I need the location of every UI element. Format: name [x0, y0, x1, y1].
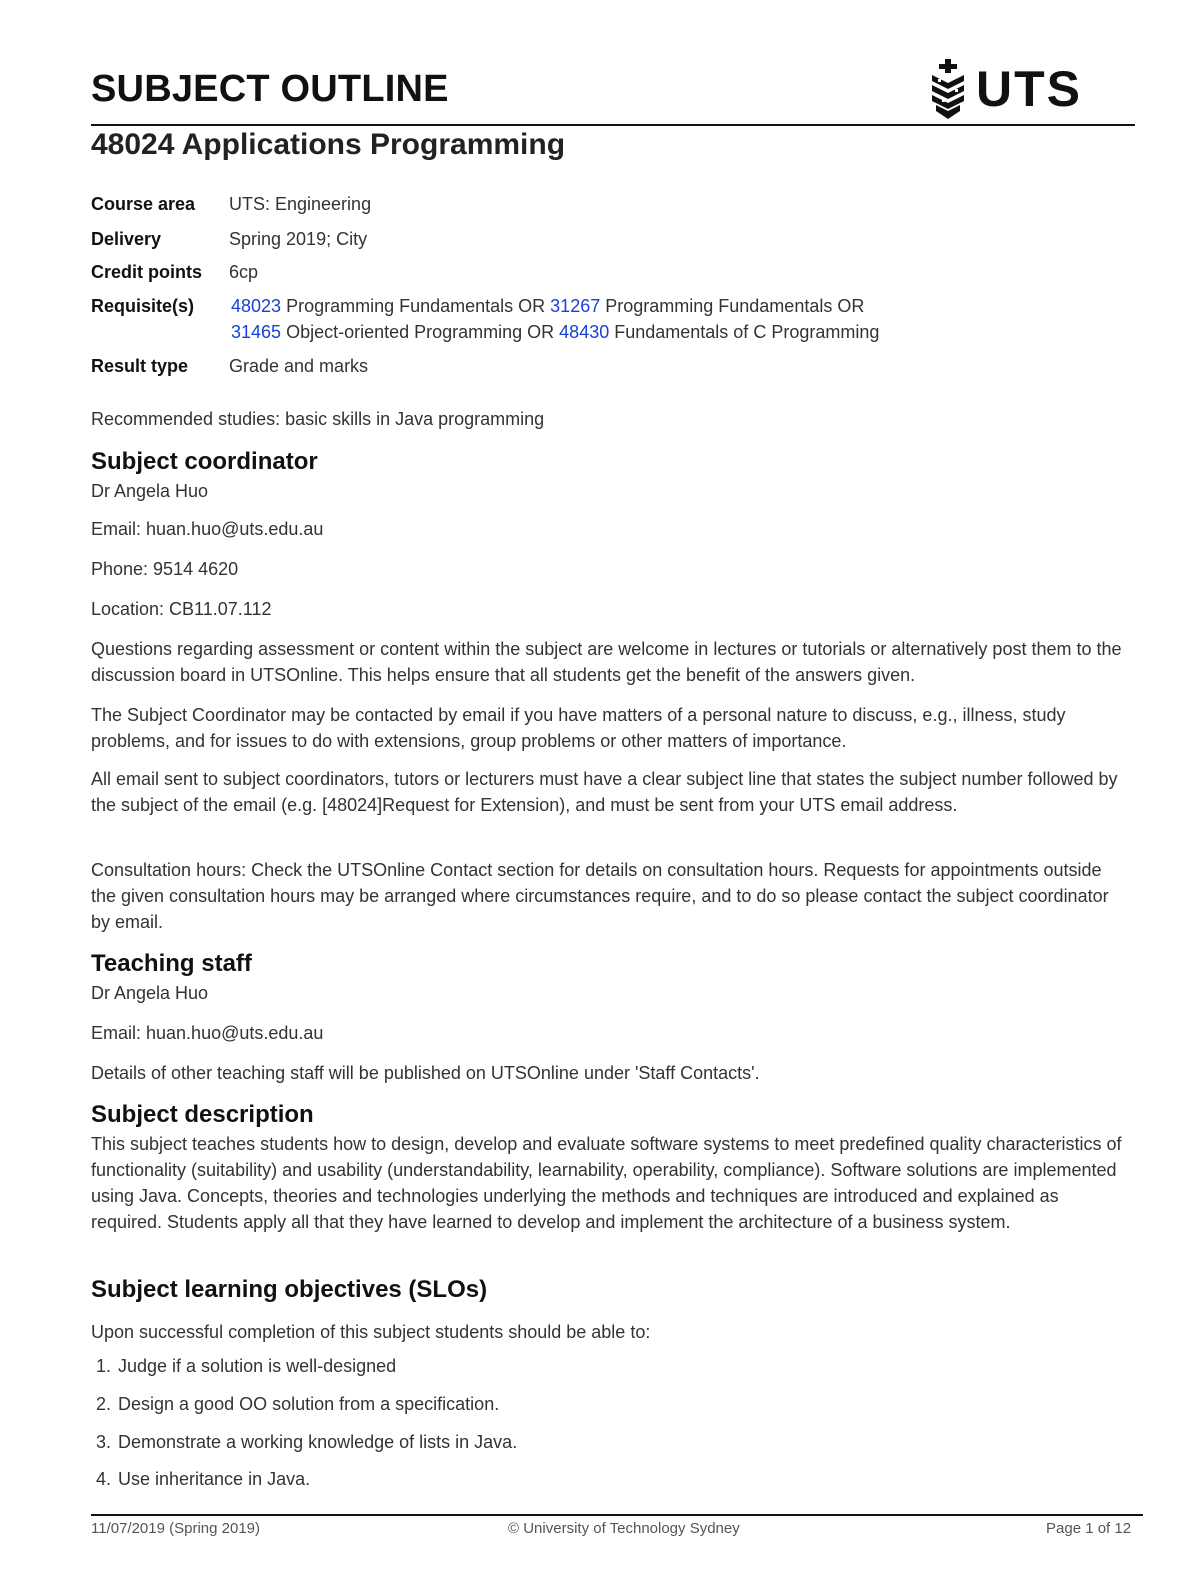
requisite-link[interactable]: 48430: [559, 322, 610, 342]
footer-date: 11/07/2019 (Spring 2019): [91, 1520, 261, 1537]
slo-text: Design a good OO solution from a specification.: [118, 1394, 500, 1414]
slo-number: 1.: [96, 1356, 112, 1376]
teaching-staff-heading: Teaching staff: [91, 950, 252, 977]
description-heading: Subject description: [91, 1101, 314, 1128]
delivery-label: Delivery: [91, 229, 162, 249]
requisites-label: Requisite(s): [91, 296, 195, 316]
slo-number: 4.: [96, 1469, 112, 1489]
slo-item: [96, 1469, 310, 1490]
slo-text: Use inheritance in Java.: [118, 1469, 311, 1489]
course-area-value: UTS: Engineering: [229, 194, 372, 214]
requisite-name: Programming Fundamentals OR: [600, 296, 865, 316]
uts-logo-text: UTS: [976, 61, 1082, 117]
requisite-link[interactable]: 48023: [231, 296, 282, 316]
coordinator-phone: Phone: 9514 4620: [91, 559, 239, 579]
requisites-line-1: [231, 296, 864, 317]
coordinator-location: Location: CB11.07.112: [91, 599, 272, 619]
slo-number: 3.: [96, 1432, 112, 1452]
requisite-name: Fundamentals of C Programming: [609, 322, 880, 342]
delivery-value: Spring 2019; City: [229, 229, 368, 249]
slo-intro: Upon successful completion of this subject students should be able to:: [91, 1322, 651, 1342]
requisite-name: Object-oriented Programming OR: [281, 322, 560, 342]
coordinator-paragraph: All email sent to subject coordinators, tutors or lecturers must have a clear subject line that states the subject number followed by the subject of the email (e.g. [48024]Request for Extension), and must be sent from your UTS email address.: [91, 769, 1118, 815]
footer-page-number: Page 1 of 12: [1046, 1520, 1132, 1537]
teaching-staff-details: Details of other teaching staff will be published on UTSOnline under 'Staff Contacts'.: [91, 1063, 760, 1083]
course-area-label: Course area: [91, 194, 196, 214]
slo-number: 2.: [96, 1394, 112, 1414]
requisite-name: Programming Fundamentals OR: [281, 296, 551, 316]
uts-crest-icon: [928, 57, 968, 121]
slo-item: [96, 1432, 517, 1453]
slo-text: Judge if a solution is well-designed: [118, 1356, 397, 1376]
credit-points-value: 6cp: [229, 262, 259, 282]
slo-heading: Subject learning objectives (SLOs): [91, 1276, 488, 1303]
result-type-label: Result type: [91, 356, 189, 376]
footer-copyright: © University of Technology Sydney: [508, 1520, 740, 1537]
slo-text: Demonstrate a working knowledge of lists in Java.: [118, 1432, 518, 1452]
coordinator-paragraph: Questions regarding assessment or content within the subject are welcome in lectures or tutorials or alternatively post them to the discussion board in UTSOnline. This helps ensure that all students get the benefit of the answers given.: [91, 639, 1122, 685]
coordinator-name: Dr Angela Huo: [91, 481, 209, 501]
result-type-value: Grade and marks: [229, 356, 369, 376]
requisites-line-2: [231, 322, 879, 343]
requisite-link[interactable]: 31267: [550, 296, 601, 316]
coordinator-paragraph: The Subject Coordinator may be contacted by email if you have matters of a personal nature to discuss, e.g., illness, study problems, and for issues to do with extensions, group problems or other matters of importance.: [91, 705, 1066, 751]
header-divider: [91, 124, 1135, 126]
recommended-studies: Recommended studies: basic skills in Java programming: [91, 409, 545, 429]
footer-divider: [91, 1514, 1143, 1516]
slo-item: [96, 1356, 396, 1377]
coordinator-heading: Subject coordinator: [91, 448, 318, 475]
coordinator-paragraph: Consultation hours: Check the UTSOnline Contact section for details on consultation hours. Requests for appointments outside the given consultation hours may be arranged where circumstances require, and to do so please contact the subject coordinator by email.: [91, 860, 1109, 932]
subject-title: 48024 Applications Programming: [91, 128, 566, 161]
coordinator-email: Email: huan.huo@uts.edu.au: [91, 519, 324, 539]
document-title: SUBJECT OUTLINE: [91, 68, 449, 110]
slo-item: [96, 1394, 499, 1415]
teaching-staff-name: Dr Angela Huo: [91, 983, 209, 1003]
description-text: This subject teaches students how to design, develop and evaluate software systems to meet predefined quality characteristics of functionality (suitability) and usability (understandability, learnability, operability, compliance). Software solutions are implemented using Java. Concepts, theories and technologies underlying the methods and techniques are introduced and explained as required. Students apply all that they have learned to develop and implement the architecture of a business system.: [91, 1134, 1122, 1232]
credit-points-label: Credit points: [91, 262, 202, 282]
requisite-link[interactable]: 31465: [231, 322, 282, 342]
teaching-staff-email: Email: huan.huo@uts.edu.au: [91, 1023, 324, 1043]
uts-logo: [928, 54, 1098, 124]
